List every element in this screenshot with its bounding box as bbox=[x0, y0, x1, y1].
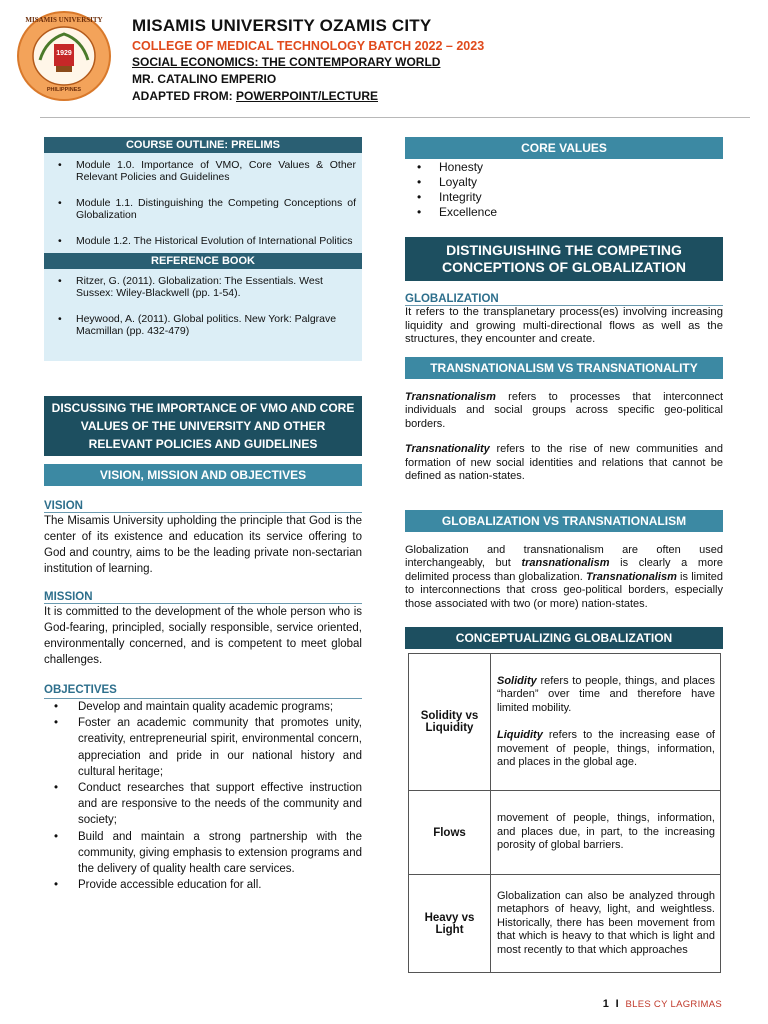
gvt-part: Globalization and transnationalism are often used interchangeably, but bbox=[405, 543, 723, 569]
reference-item: • Ritzer, G. (2011). Globalization: The Essentials. West Sussex: Wiley-Blackwell (pp. 1-54). bbox=[50, 275, 356, 299]
objective-item: • Provide accessible education for all. bbox=[44, 877, 362, 893]
course-outline-header: COURSE OUTLINE: PRELIMS bbox=[44, 137, 362, 153]
objective-item: • Foster an academic community that promotes unity, creativity, entrepreneurial spirit, environmental concern, appreciation and pride in our national history and cultural heritage; bbox=[44, 715, 362, 780]
table-row bbox=[409, 875, 721, 973]
gvt-part: is clearly a more delimited process than globalization. bbox=[405, 557, 723, 583]
header-divider bbox=[40, 117, 750, 118]
core-value-item: • Loyalty bbox=[405, 175, 723, 190]
transnationalism-term: Transnationalism bbox=[405, 390, 496, 403]
vmo-section bbox=[44, 396, 362, 893]
college-batch: COLLEGE OF MEDICAL TECHNOLOGY BATCH 2022 – 2023 bbox=[132, 39, 485, 53]
globalization-definition: It refers to the transplanetary process(es) involving increasing liquidity and growing multi-directional flows as well as the structures, they encounter and create. bbox=[405, 306, 723, 345]
adapted-source: POWERPOINT/LECTURE bbox=[236, 89, 379, 103]
concept-table bbox=[408, 653, 721, 973]
transnationalism-def: refers to processes that interconnect individuals and social groups across specific geo-political borders. bbox=[405, 390, 723, 430]
author-name: BLES CY LAGRIMAS bbox=[625, 999, 722, 1010]
concept-term: Solidity vs Liquidity bbox=[409, 654, 491, 791]
logo-text: MISAMIS UNIVERSITY bbox=[25, 16, 103, 24]
gvt-term: transnationalism bbox=[521, 557, 610, 569]
core-values-header: CORE VALUES bbox=[405, 137, 723, 159]
reference-item: • Heywood, A. (2011). Global politics. New York: Palgrave Macmillan (pp. 432-479) bbox=[50, 313, 356, 337]
vmo-title: DISCUSSING THE IMPORTANCE OF VMO AND CORE VALUES OF THE UNIVERSITY AND OTHER RELEVANT POLICIES AND GUIDELINES bbox=[44, 396, 362, 456]
concept-desc: movement of people, things, information, and places due, in part, to the increasing porosity of global barriers. bbox=[491, 791, 721, 875]
transnationality-def: refers to the rise of new communities and formation of new social identities and relations that cannot be defined as nation-states. bbox=[405, 443, 723, 482]
gvt-header: GLOBALIZATION VS TRANSNATIONALISM bbox=[405, 510, 723, 532]
adapted-prefix: ADAPTED FROM: bbox=[132, 89, 236, 103]
core-values-list bbox=[405, 160, 723, 220]
adapted-from bbox=[132, 89, 484, 103]
page-number: 1 bbox=[602, 998, 609, 1010]
vision-text: The Misamis University upholding the principle that God is the center of its existence and education its service offering to God and country, aims to be the leading private non-sectarian institution of learning. bbox=[44, 515, 362, 575]
left-column bbox=[44, 137, 362, 361]
liquidity-term: Liquidity bbox=[497, 729, 543, 741]
transnationalism-text bbox=[405, 391, 723, 432]
table-row bbox=[409, 654, 721, 791]
globalization-title: DISTINGUISHING THE COMPETING CONCEPTIONS OF GLOBALIZATION bbox=[405, 237, 723, 281]
globalization-section bbox=[405, 237, 723, 973]
right-column bbox=[405, 137, 723, 220]
university-logo bbox=[16, 10, 112, 102]
gvt-part: is limited to interconnections that cross geo-political borders, especially those associated with two (or more) nation-states. bbox=[405, 570, 723, 610]
teacher-name: MR. CATALINO EMPERIO bbox=[132, 72, 277, 86]
outline-item: • Module 1.0. Importance of VMO, Core Values & Other Relevant Policies and Guidelines bbox=[50, 159, 356, 183]
footer-separator: I bbox=[615, 998, 619, 1010]
solidity-term: Solidity bbox=[497, 674, 537, 687]
vision-heading: VISION bbox=[44, 500, 362, 513]
transnationality-text bbox=[405, 443, 723, 484]
transnationality-term: Transnationality bbox=[405, 443, 490, 455]
concept-desc bbox=[491, 654, 721, 791]
objectives-heading: OBJECTIVES bbox=[44, 684, 362, 699]
vmo-subtitle: VISION, MISSION AND OBJECTIVES bbox=[44, 464, 362, 486]
core-value-item: • Integrity bbox=[405, 190, 723, 205]
course-title: SOCIAL ECONOMICS: THE CONTEMPORARY WORLD bbox=[132, 55, 441, 69]
reference-book-box bbox=[44, 269, 362, 361]
solidity-def: refers to people, things, and places “harden” over time and therefore have limited mobility. bbox=[497, 674, 715, 714]
objective-item: • Build and maintain a strong partnership with the community, giving emphasis to extension programs and the delivery of quality health care services. bbox=[44, 829, 362, 878]
objectives-list bbox=[44, 699, 362, 893]
core-value-item: • Honesty bbox=[405, 160, 723, 175]
globalization-heading: GLOBALIZATION bbox=[405, 293, 723, 306]
university-name: MISAMIS UNIVERSITY OZAMIS CITY bbox=[132, 16, 432, 35]
concept-desc: Globalization can also be analyzed through metaphors of heavy, light, and weightless. Historically, there has been movement from that which is heavy to that which is light and most recently to that which approaches bbox=[491, 875, 721, 973]
page-footer bbox=[603, 998, 722, 1010]
concept-term: Heavy vs Light bbox=[409, 875, 491, 973]
logo-bottom: PHILIPPINES bbox=[46, 87, 82, 93]
logo-year: 1929 bbox=[56, 50, 72, 57]
gvt-text bbox=[405, 544, 723, 612]
outline-item: • Module 1.2. The Historical Evolution of International Politics bbox=[50, 235, 356, 247]
reference-book-header: REFERENCE BOOK bbox=[44, 253, 362, 269]
gvt-term: Transnationalism bbox=[585, 570, 677, 583]
liquidity-def: refers to the increasing ease of movement of people, things, information, and places in the global age. bbox=[497, 729, 715, 768]
mission-text: It is committed to the development of the whole person who is God-fearing, principled, socially responsible, service oriented, environmentally concerned, and is competent to meet global challenges. bbox=[44, 606, 362, 666]
objective-item: • Conduct researches that support effective instruction and are responsive to the needs of the community and society; bbox=[44, 780, 362, 829]
mission-heading: MISSION bbox=[44, 591, 362, 604]
course-outline-box bbox=[44, 153, 362, 253]
core-value-item: • Excellence bbox=[405, 205, 723, 220]
concept-header: CONCEPTUALIZING GLOBALIZATION bbox=[405, 627, 723, 649]
outline-item: • Module 1.1. Distinguishing the Competing Conceptions of Globalization bbox=[50, 197, 356, 221]
objective-item: • Develop and maintain quality academic programs; bbox=[44, 699, 362, 715]
table-row bbox=[409, 791, 721, 875]
trans-header: TRANSNATIONALISM VS TRANSNATIONALITY bbox=[405, 357, 723, 379]
concept-term: Flows bbox=[409, 791, 491, 875]
document-header bbox=[132, 16, 484, 103]
